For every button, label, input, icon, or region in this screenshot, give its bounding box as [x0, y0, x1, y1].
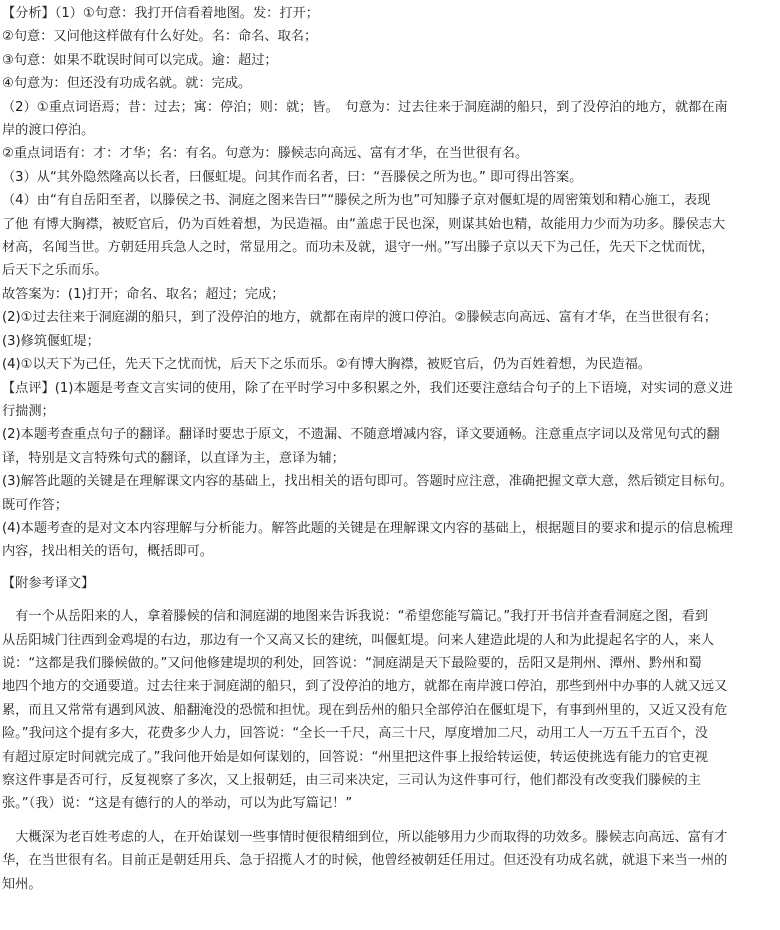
translation-line: 险。”我问这个提有多大，花费多少人力，回答说：“全长一千尺，高三十尺，厚度增加二尺，动用工人一万五千五百个，没 — [2, 726, 708, 742]
translation-line: 累，而且又常常有遇到风波、船翻淹没的恐慌和担忧。现在到岳州的船只全部停泊在偃虹堤下，有事到州里的，又近又没有危 — [2, 702, 728, 718]
comment-section — [2, 377, 774, 564]
analysis-line: 岸的渡口停泊。 — [2, 123, 95, 139]
analysis-line: 了他 有博大胸襟，被贬官后，仍为百姓着想，为民造福。由“盖虑于民也深，则谋其始也精，故能用力少而为功多。滕侯志大 — [2, 216, 726, 232]
translation-line: 有一个从岳阳来的人，拿着滕候的信和洞庭湖的地图来告诉我说：“希望您能写篇记。”我打开书信并查看洞庭之图，看到 — [2, 609, 708, 625]
translation-line: 张。”（我）说：“这是有德行的人的举动，可以为此写篇记！” — [2, 796, 353, 812]
analysis-line: 后天下之乐而乐。 — [2, 263, 108, 279]
translation-line: 华，在当世很有名。目前正是朝廷用兵、急于招揽人才的时候，他曾经被朝廷任用过。但还没有功成名就，就退下来当一州的 — [2, 853, 728, 869]
comment-line: 译，特别是文言特殊句式的翻译，以直译为主，意译为辅； — [2, 450, 345, 466]
comment-line: (4)本题考查的是对文本内容理解与分析能力。解答此题的关键是在理解课文内容的基础上，根据题目的要求和提示的信息梳理 — [2, 520, 733, 536]
answer-line: (3)修筑偃虹堤； — [2, 333, 100, 349]
translation-line: 大概深为老百姓考虑的人，在开始谋划一些事情时便很精细到位，所以能够用力少而取得的功效多。滕候志向高远、富有才 — [2, 829, 728, 845]
translation-line: 从岳阳城门往西到金鸡堤的右边，那边有一个又高又长的建统，叫偃虹堤。问来人建造此堤的人和为此提起名字的人，来人 — [2, 632, 715, 648]
comment-line: (3)解答此题的关键是在理解课文内容的基础上，找出相关的语句即可。答题时应注意，准确把握文章大意，然后锁定目标句。 — [2, 474, 733, 490]
translation-heading: 【附参考译文】 — [2, 575, 95, 591]
translation-line: 察这件事是否可行，反复视察了多次，又上报朝廷，由三司来决定，三司认为这件事可行，他们都没有改变我们滕候的主 — [2, 773, 701, 788]
analysis-line: ②重点词语有：才：才华；名：有名。句意为：滕候志向高远、富有才华，在当世很有名。 — [2, 146, 529, 162]
comment-line: 【点评】(1)本题是考查文言实词的使用，除了在平时学习中多积累之外，我们还要注意结合句子的上下语境，对实词的意义进 — [2, 380, 733, 396]
translation-line: 说：“这都是我们滕候做的。”又问他修建堤坝的利处，回答说：“洞庭湖是天下最险要的，岳阳又是荆州、潭州、黔州和蜀 — [2, 655, 702, 671]
translation-paragraph-1 — [2, 605, 774, 816]
translation-line: 有超过原定时间就完成了。”我问他开始是如何谋划的，回答说：“州里把这件事上报给转运使，转运使挑选有能力的官吏视 — [2, 749, 708, 765]
analysis-line: （3）从“其外隐然隆高以长者，曰偃虹堤。问其作而名者，曰：“吾滕侯之所为也。” 即可得出答案。 — [2, 169, 583, 185]
comment-line: (2)本题考查重点句子的翻译。翻译时要忠于原文，不遗漏、不随意增减内容，译文要通畅。注意重点字词以及常见句式的翻 — [2, 427, 720, 443]
comment-line: 既可作答； — [2, 497, 68, 513]
translation-line: 地四个地方的交通要道。过去往来于洞庭湖的船只，到了没停泊的地方，就都在南岸渡口停泊，那些到州中办事的人就又远又 — [2, 679, 728, 695]
analysis-line: ③句意：如果不耽误时间可以完成。逾：超过； — [2, 52, 278, 68]
analysis-section — [2, 2, 774, 377]
comment-line: 内容，找出相关的语句，概括即可。 — [2, 544, 213, 560]
translation-line: 知州。 — [2, 876, 42, 892]
analysis-line: ②句意：又问他这样做有什么好处。名：命名、取名； — [2, 29, 318, 45]
translation-paragraph-2 — [2, 826, 774, 896]
analysis-line: ④句意为：但还没有功成名就。就：完成。 — [2, 76, 252, 92]
analysis-line: 【分析】（1）①句意：我打开信看着地图。发：打开； — [2, 6, 319, 21]
analysis-line: （4）由“有自岳阳至者，以滕侯之书、洞庭之图来告曰”“滕侯之所为也”可知滕子京对偃虹堤的周密策划和精心施工，表现 — [2, 193, 711, 209]
comment-line: 行揣测； — [2, 403, 55, 419]
analysis-line: （2）①重点词语焉；昔：过去；寓：停泊；则：就；皆。 句意为：过去往来于洞庭湖的船只，到了没停泊的地方，就都在南 — [2, 99, 728, 115]
answer-line: (2)①过去往来于洞庭湖的船只，到了没停泊的地方，就都在南岸的渡口停泊。②滕候志向高远、富有才华，在当世很有名； — [2, 310, 717, 326]
answer-line: (4)①以天下为己任，先天下之忧而忧，后天下之乐而乐。②有博大胸襟，被贬官后，仍为百姓着想，为民造福。 — [2, 357, 651, 373]
translation-heading-block — [2, 572, 774, 595]
analysis-line: 材高，名闻当世。方朝廷用兵急人之时，常显用之。而功未及就，退守一州。”写出滕子京以天下为己任，先天下之忧而忧， — [2, 240, 715, 256]
answer-line: 故答案为：(1)打开；命名、取名；超过；完成； — [2, 286, 285, 302]
